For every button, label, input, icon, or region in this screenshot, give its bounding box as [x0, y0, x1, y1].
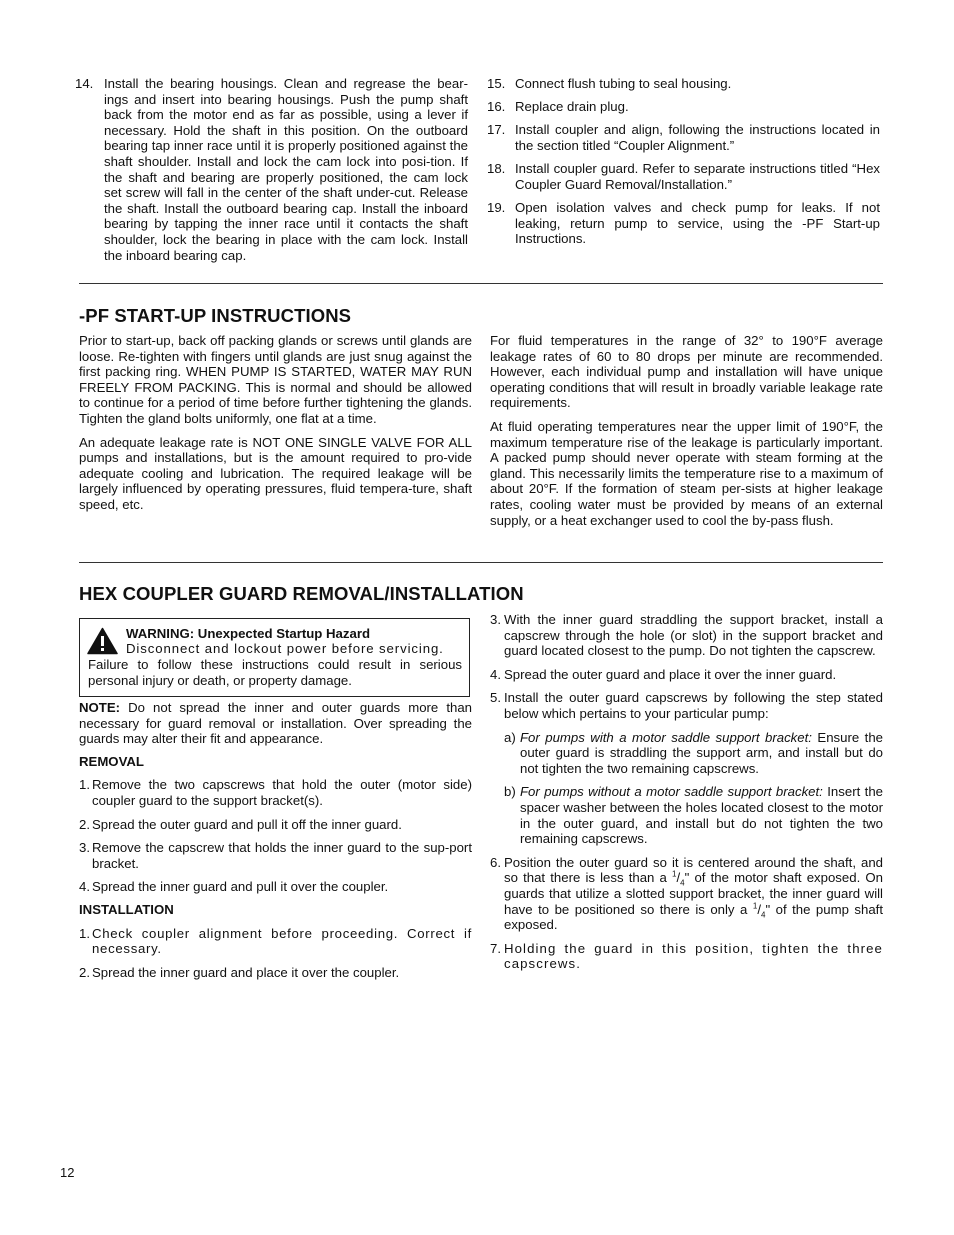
step-number: 7. [490, 940, 501, 956]
step-number: 14. [75, 76, 94, 91]
step-text: Replace drain plug. [515, 99, 629, 114]
step-text: Install coupler guard. Refer to separate instructions titled “Hex Coupler Guard Removal/Installation.” [515, 161, 880, 192]
note-paragraph [79, 700, 472, 747]
step-text: Spread the inner guard and place it over the coupler. [92, 964, 400, 980]
pf-left-column [79, 333, 472, 513]
step-number: 15. [487, 76, 506, 91]
warning-title: WARNING: Unexpected Startup Hazard [126, 626, 371, 641]
inch-mark: " [684, 870, 690, 886]
fraction-denominator: 4 [680, 878, 685, 888]
step-text-part: of the pump shaft exposed. [504, 901, 884, 933]
fraction-numerator: 1 [752, 901, 758, 911]
pf-paragraph: An adequate leakage rate is NOT ONE SINGLE VALVE FOR ALL pumps and installations, but is the amount required to pro-vide adequate cooling and lubrication. The required leakage will be largely influenced by operating pressures, fluid tempera-ture, shaft speed, etc. [79, 434, 472, 512]
step-text: Spread the inner guard and pull it over the coupler. [92, 879, 389, 895]
installation-step [490, 855, 883, 933]
removal-heading: REMOVAL [79, 753, 144, 769]
note-label: NOTE: [79, 700, 121, 715]
step-14 [75, 76, 468, 263]
substep-text [520, 784, 883, 846]
substep-lead: For pumps without a motor saddle support bracket: [520, 784, 823, 800]
hex-guard-heading: HEX COUPLER GUARD REMOVAL/INSTALLATION [79, 583, 524, 604]
step-number: 3. [79, 840, 90, 856]
step-number: 3. [490, 612, 501, 627]
step-18 [487, 161, 880, 192]
step-number: 17. [487, 122, 506, 137]
step-text: Holding the guard in this position, tighten the three capscrews. [504, 940, 883, 972]
warning-text: Failure to follow these instructions could result in serious personal injury or death, or property damage. [88, 657, 462, 688]
installation-step [79, 965, 472, 981]
pf-paragraph: Prior to start-up, back off packing glands or screws until glands are loose. Re-tighten with fingers until glands are just snug against the first packing ring. WHEN PUMP IS STARTED, WATER MAY RUN FREELY FROM PACKING. This is normal and should be allowed to continue for a period of time before further tightening the glands. Tighten the gland bolts uniformly, one flat at a time. [79, 333, 472, 426]
step-text: Spread the outer guard and pull it off the inner guard. [92, 816, 402, 832]
step-number: 5. [490, 690, 501, 706]
pf-paragraph: For fluid temperatures in the range of 32° to 190°F average leakage rates of 60 to 80 drops per minute are recommended. However, each individual pump and installation will have unique operating conditions that will result in broadly variable leakage rate requirements. [490, 333, 883, 411]
step-16 [487, 99, 880, 115]
warning-triangle-icon [87, 627, 118, 655]
pf-startup-heading: -PF START-UP INSTRUCTIONS [79, 305, 352, 326]
step-number: 4. [490, 666, 501, 682]
step-text-part: Position the outer guard so it is centered around the shaft, and so that there is less than a [504, 854, 883, 886]
installation-step [490, 667, 883, 683]
step-text: Install coupler and align, following the instructions located in the section titled “Coupler Alignment.” [515, 122, 880, 153]
substep-b [504, 784, 883, 846]
removal-step [79, 879, 472, 895]
step-number: 18. [487, 161, 506, 176]
inch-mark: " [765, 901, 771, 917]
removal-step [79, 840, 472, 871]
substep-body: Ensure the outer guard is straddling the support arm, and install but do not tighten the two remaining capscrews. [520, 729, 884, 776]
removal-step [79, 817, 472, 833]
substep-label: a) [504, 729, 516, 745]
fraction-numerator: 1 [672, 869, 677, 879]
step-text: Spread the outer guard and place it over the inner guard. [504, 666, 837, 682]
warning-box [79, 618, 470, 697]
step-number: 1. [79, 925, 90, 941]
step-number: 2. [79, 964, 90, 980]
note-text: Do not spread the inner and outer guards more than necessary for guard removal or installation. Over spreading the guards may alter their fit and appearance. [79, 700, 472, 747]
section-divider [79, 283, 883, 284]
pf-right-column [490, 333, 883, 528]
step-text: Position the outer guard so it is centered around the shaft, and so that there is less than a $^1/_4$" of the motor shaft exposed. On guards that utilize a slotted support bracket, the inner guard will have to be positioned so there is only a $^1/_4$" of the pump shaft exposed. [504, 854, 884, 933]
step-number: 19. [487, 200, 506, 215]
page-number: 12 [60, 1165, 75, 1180]
pf-paragraph: At fluid operating temperatures near the upper limit of 190°F, the maximum temperature rise of the leakage is particularly important. A packed pump should never operate with steam forming at the gland. This necessarily limits the temperature rise to a maximum of about 20°F. If the formation of steam per-sists at higher leakage rates, cooling water must be provided by means of an external supply, or a heat exchanger used to cool the by-pass flush. [490, 418, 883, 528]
hex-right-column [490, 612, 883, 972]
step-17 [487, 122, 880, 153]
step-text: With the inner guard straddling the support bracket, install a capscrew through the hole (or slot) in the support bracket and guard located closest to the pump. Do not tighten the capscrew. [504, 612, 883, 659]
step-text: Remove the capscrew that holds the inner guard to the sup-port bracket. [92, 840, 472, 871]
substep-body: Insert the spacer washer between the holes located closest to the motor in the outer guard, and install but do not tighten the two remaining capscrews. [520, 784, 883, 847]
step-number: 2. [79, 816, 90, 832]
step-number: 4. [79, 879, 90, 895]
step-number: 16. [487, 99, 506, 114]
installation-step [79, 926, 472, 957]
substep-lead: For pumps with a motor saddle support bracket: [520, 729, 812, 745]
removal-step [79, 777, 472, 808]
step-15 [487, 76, 880, 92]
step-text-part: of the motor shaft exposed. On guards that utilize a slotted support bracket, the inner guard will have to be positioned so there is only a [504, 870, 883, 917]
warning-line: Disconnect and lockout power before servicing. [126, 641, 444, 656]
installation-step [490, 612, 883, 659]
substep-text [520, 730, 883, 777]
step-number: 1. [79, 777, 90, 793]
installation-step [490, 941, 883, 972]
step-text: Connect flush tubing to seal housing. [515, 76, 732, 91]
step-text: Install the outer guard capscrews by following the step stated below which pertains to your particular pump: [504, 690, 883, 721]
step-text: Open isolation valves and check pump for leaks. If not leaking, return pump to service, using the -PF Start-up Instructions. [515, 200, 880, 247]
substep-a [504, 730, 883, 777]
installation-heading: INSTALLATION [79, 901, 174, 917]
hex-left-column [79, 700, 472, 980]
step-19 [487, 200, 880, 247]
substep-label: b) [504, 784, 516, 800]
step-text: Remove the two capscrews that hold the outer (motor side) coupler guard to the support bracket(s). [92, 777, 472, 808]
fraction-denominator: 4 [760, 910, 766, 920]
step-number: 6. [490, 854, 501, 870]
section-divider [79, 562, 883, 563]
step-text: Check coupler alignment before proceeding. Correct if necessary. [92, 925, 472, 957]
installation-step [490, 690, 883, 721]
step-text: Install the bearing housings. Clean and regrease the bear-ings and insert into bearing housings. Push the pump shaft back from the motor end as far as possible, using a lever if necessary. Hold the shaft in this position. On the outboard bearing tap inner race until it is properly positioned against the shaft shoulder. Install and lock the cam lock into posi-tion. If the shaft and bearing are properly positioned, the cam lock set screw will fall in the center of the shaft under-cut. Release the shaft. Install the outboard bearing cap. Install the inboard bearing by tapping the inner race until it contacts the shaft shoulder, lock the bearing in place with the cam lock. Install the inboard bearing cap. [104, 76, 468, 263]
